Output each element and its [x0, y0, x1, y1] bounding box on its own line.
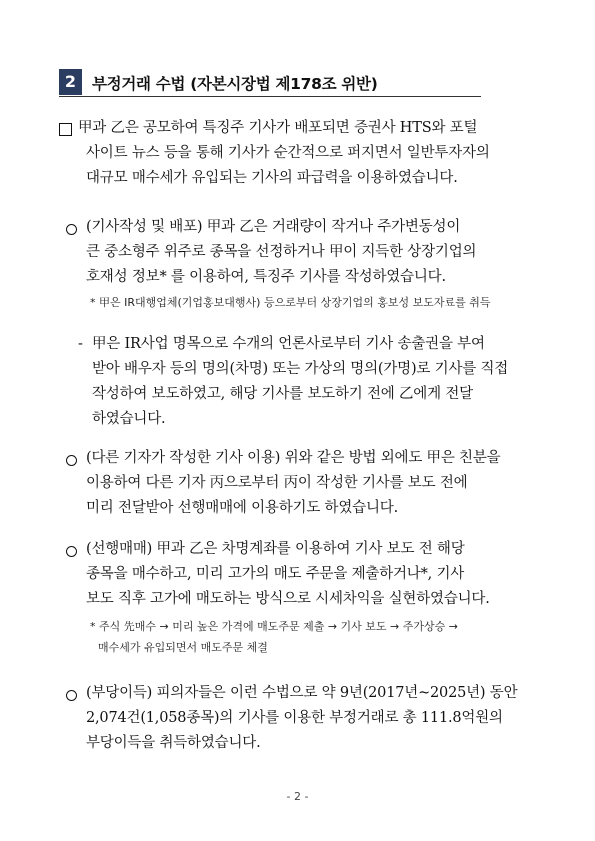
- section-number-badge: 2: [59, 69, 82, 95]
- sub-line: 작성하여 보도하였고, 해당 기사를 보도하기 전에 乙에게 전달: [92, 386, 473, 402]
- item-frontrunning-paragraph: [86, 537, 490, 612]
- item-profit-paragraph: [86, 681, 517, 756]
- item-other-reporter-paragraph: [86, 446, 500, 521]
- intro-line: 甲과 乙은 공모하여 특징주 기사가 배포되면 증권사 HTS와 포털: [78, 120, 478, 136]
- intro-line: 대규모 매수세가 유입되는 기사의 파급력을 이용하였습니다.: [86, 170, 458, 186]
- item-line: (기사작성 및 배포) 甲과 乙은 거래량이 작거나 주가변동성이: [86, 219, 461, 235]
- item-line: 이용하여 다른 기자 丙으로부터 丙이 작성한 기사를 보도 전에: [86, 475, 468, 491]
- section-title: 부정거래 수법 (자본시장법 제178조 위반): [92, 75, 378, 93]
- item-line: 부당이득을 취득하였습니다.: [86, 735, 261, 751]
- circle-bullet-icon: [66, 224, 77, 235]
- circle-bullet-icon: [66, 546, 77, 557]
- checkbox-square-icon: [59, 123, 72, 136]
- item-line: (부당이득) 피의자들은 이런 수법으로 약 9년(2017년~2025년) 동안: [86, 685, 518, 701]
- item-line: 보도 직후 고가에 매도하는 방식으로 시세차익을 실현하였습니다.: [86, 591, 490, 607]
- item-line: (선행매매) 甲과 乙은 차명계좌를 이용하여 기사 보도 전 해당: [86, 541, 465, 557]
- item-line: 호재성 정보* 를 이용하여, 특징주 기사를 작성하였습니다.: [86, 269, 446, 285]
- item-line: 큰 중소형주 위주로 종목을 선정하거나 甲이 지득한 상장기업의: [86, 244, 477, 260]
- sub-line: 甲은 IR사업 명목으로 수개의 언론사로부터 기사 송출권을 부여: [92, 336, 485, 352]
- item-line: 2,074건(1,058종목)의 기사를 이용한 부정거래로 총 111.8억원의: [86, 710, 503, 726]
- sub-line: 받아 배우자 등의 명의(차명) 또는 가상의 명의(가명)로 기사를 직접: [92, 361, 509, 377]
- intro-paragraph: [78, 116, 490, 191]
- page-number: - 2 -: [286, 790, 309, 803]
- item-line: 미리 전달받아 선행매매에 이용하기도 하였습니다.: [86, 500, 398, 516]
- section-header: [59, 69, 481, 97]
- item-line: 종목을 매수하고, 미리 고가의 매도 주문을 제출하거나*, 기사: [86, 566, 465, 582]
- sub-dash: -: [78, 336, 83, 352]
- circle-bullet-icon: [66, 455, 77, 466]
- section-underline: [59, 96, 481, 97]
- sub-paragraph: [92, 332, 508, 432]
- intro-line: 사이트 뉴스 등을 통해 기사가 순간적으로 퍼지면서 일반투자자의: [86, 145, 490, 161]
- footnote-line: 매수세가 유입되면서 매도주문 체결: [98, 641, 268, 654]
- footnote-line: * 주식 先매수 → 미리 높은 가격에 매도주문 제출 → 기사 보도 → 주가상승 →: [90, 620, 458, 633]
- footnote-ir: * 甲은 IR대행업체(기업홍보대행사) 등으로부터 상장기업의 홍보성 보도자료를 취득: [90, 296, 491, 309]
- item-line: (다른 기자가 작성한 기사 이용) 위와 같은 방법 외에도 甲은 친분을: [86, 450, 501, 466]
- sub-line: 하였습니다.: [92, 411, 166, 427]
- footnote-trade-flow: [90, 616, 458, 658]
- item-setup-paragraph: [86, 215, 476, 290]
- circle-bullet-icon: [66, 690, 77, 701]
